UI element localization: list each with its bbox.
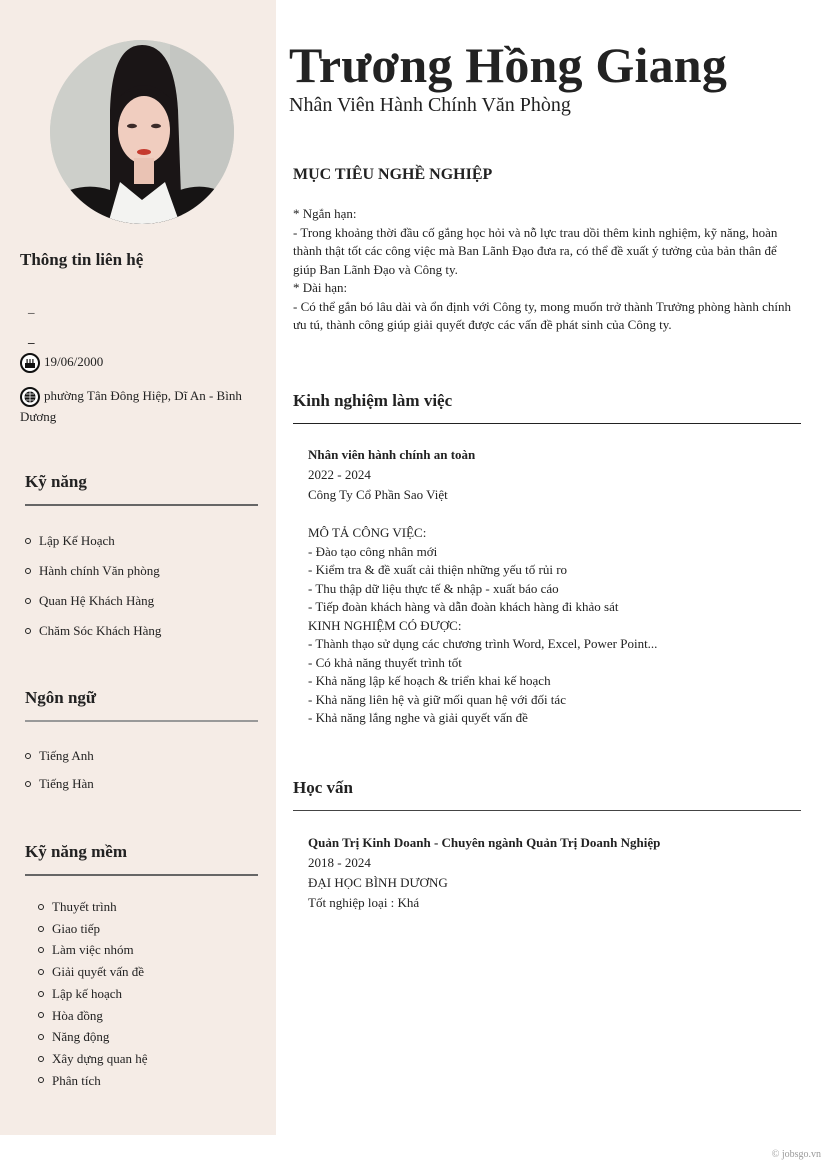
sidebar — [0, 0, 276, 1135]
skills-list — [25, 526, 161, 646]
skill-item: Quan Hệ Khách Hàng — [25, 586, 161, 616]
detail-line: MÔ TẢ CÔNG VIỆC: — [308, 525, 427, 540]
soft-skill-item: Năng động — [38, 1026, 148, 1048]
skill-item: Chăm Sóc Khách Hàng — [25, 616, 161, 646]
email-value: _ — [28, 330, 35, 345]
watermark: © jobsgo.vn — [771, 1149, 821, 1160]
skill-item: Lập Kế Hoạch — [25, 526, 161, 556]
languages-list — [25, 742, 94, 798]
experience-heading: Kinh nghiệm làm việc — [293, 391, 453, 410]
soft-skill-item: Giải quyết vấn đề — [38, 961, 148, 983]
job-company: Công Ty Cổ Phần Sao Việt — [308, 487, 448, 502]
experience-entry — [308, 445, 475, 505]
skills-divider — [25, 504, 258, 506]
languages-heading: Ngôn ngữ — [25, 688, 97, 707]
soft-skill-item: Lập kế hoạch — [38, 983, 148, 1005]
education-period: 2018 - 2024 — [308, 855, 371, 870]
detail-line: - Kiểm tra & đề xuất cải thiện những yếu tố rủi ro — [308, 562, 568, 577]
language-item: Tiếng Anh — [25, 742, 94, 770]
contact-heading: Thông tin liên hệ — [20, 250, 144, 269]
skill-item: Hành chính Văn phòng — [25, 556, 161, 586]
education-divider — [293, 810, 801, 811]
job-title: Nhân viên hành chính an toàn — [308, 447, 476, 462]
education-heading: Học vấn — [293, 778, 353, 797]
soft-skill-item: Làm việc nhóm — [38, 939, 148, 961]
birthday-row — [20, 353, 103, 373]
objective-line: - Trong khoảng thời đầu cố gắng học hỏi và nỗ lực trau dồi thêm kinh nghiệm, kỹ năng, hoàn thành thật tốt các công việc mà Ban Lãnh Đạo đưa ra, có thể đề xuất ý tưởng của bản thân để giúp Ban Lãnh Đạo và Công ty. — [293, 224, 778, 277]
detail-line: - Khả năng liên hệ và giữ mối quan hệ với đối tác — [308, 691, 566, 707]
objective-heading: MỤC TIÊU NGHỀ NGHIỆP — [293, 166, 493, 183]
soft-skill-item: Phân tích — [38, 1070, 148, 1092]
language-item: Tiếng Hàn — [25, 770, 94, 798]
address-value: phường Tân Đông Hiệp, Dĩ An - Bình Dương — [20, 388, 242, 425]
soft-skills-divider — [25, 874, 258, 876]
objective-line: * Dài hạn: — [293, 280, 348, 295]
candidate-role: Nhân Viên Hành Chính Văn Phòng — [289, 94, 571, 116]
candidate-name: Trương Hồng Giang — [289, 37, 728, 93]
detail-line: - Đào tạo công nhân mới — [308, 543, 438, 559]
profile-photo — [50, 40, 234, 224]
education-entry — [308, 833, 660, 913]
education-school: ĐẠI HỌC BÌNH DƯƠNG — [308, 875, 448, 890]
soft-skill-item: Hòa đồng — [38, 1005, 148, 1027]
detail-line: - Có khả năng thuyết trình tốt — [308, 654, 462, 670]
objective-line: - Có thể gắn bó lâu dài và ổn định với Công ty, mong muốn trở thành Trưởng phòng hành chính ưu tú, thành công giúp giải quyết được các vấn đề phát sinh của Công ty. — [293, 298, 792, 332]
detail-line: KINH NGHIỆM CÓ ĐƯỢC: — [308, 617, 462, 633]
address-row — [20, 386, 260, 426]
phone-value: _ — [28, 300, 35, 315]
education-grade: Tốt nghiệp loại : Khá — [308, 895, 420, 910]
objective-line: * Ngắn hạn: — [293, 206, 357, 221]
education-major: Quản Trị Kinh Doanh - Chuyên ngành Quản Trị Doanh Nghiệp — [308, 835, 661, 850]
birthday-cake-icon — [20, 353, 40, 373]
soft-skills-heading: Kỹ năng mềm — [25, 842, 127, 861]
languages-divider — [25, 720, 258, 722]
birthday-value: 19/06/2000 — [44, 353, 104, 369]
soft-skill-item: Giao tiếp — [38, 918, 148, 940]
detail-line: - Thu thập dữ liệu thực tế & nhập - xuất báo cáo — [308, 580, 559, 596]
job-period: 2022 - 2024 — [308, 467, 371, 482]
detail-line: - Khả năng lắng nghe và giải quyết vấn đề — [308, 710, 528, 725]
detail-line: - Tiếp đoàn khách hàng và dẫn đoàn khách hàng đi khảo sát — [308, 599, 619, 614]
experience-details — [308, 524, 657, 728]
detail-line: - Khả năng lập kế hoạch & triển khai kế hoạch — [308, 673, 551, 688]
avatar — [50, 40, 234, 224]
soft-skills-list — [38, 896, 148, 1091]
detail-line: - Thành thạo sử dụng các chương trình Word, Excel, Power Point... — [308, 636, 658, 651]
soft-skill-item: Thuyết trình — [38, 896, 148, 918]
globe-icon — [20, 387, 40, 407]
skills-heading: Kỹ năng — [25, 472, 87, 491]
experience-divider — [293, 423, 801, 424]
objective-text — [293, 205, 798, 335]
soft-skill-item: Xây dựng quan hệ — [38, 1048, 148, 1070]
